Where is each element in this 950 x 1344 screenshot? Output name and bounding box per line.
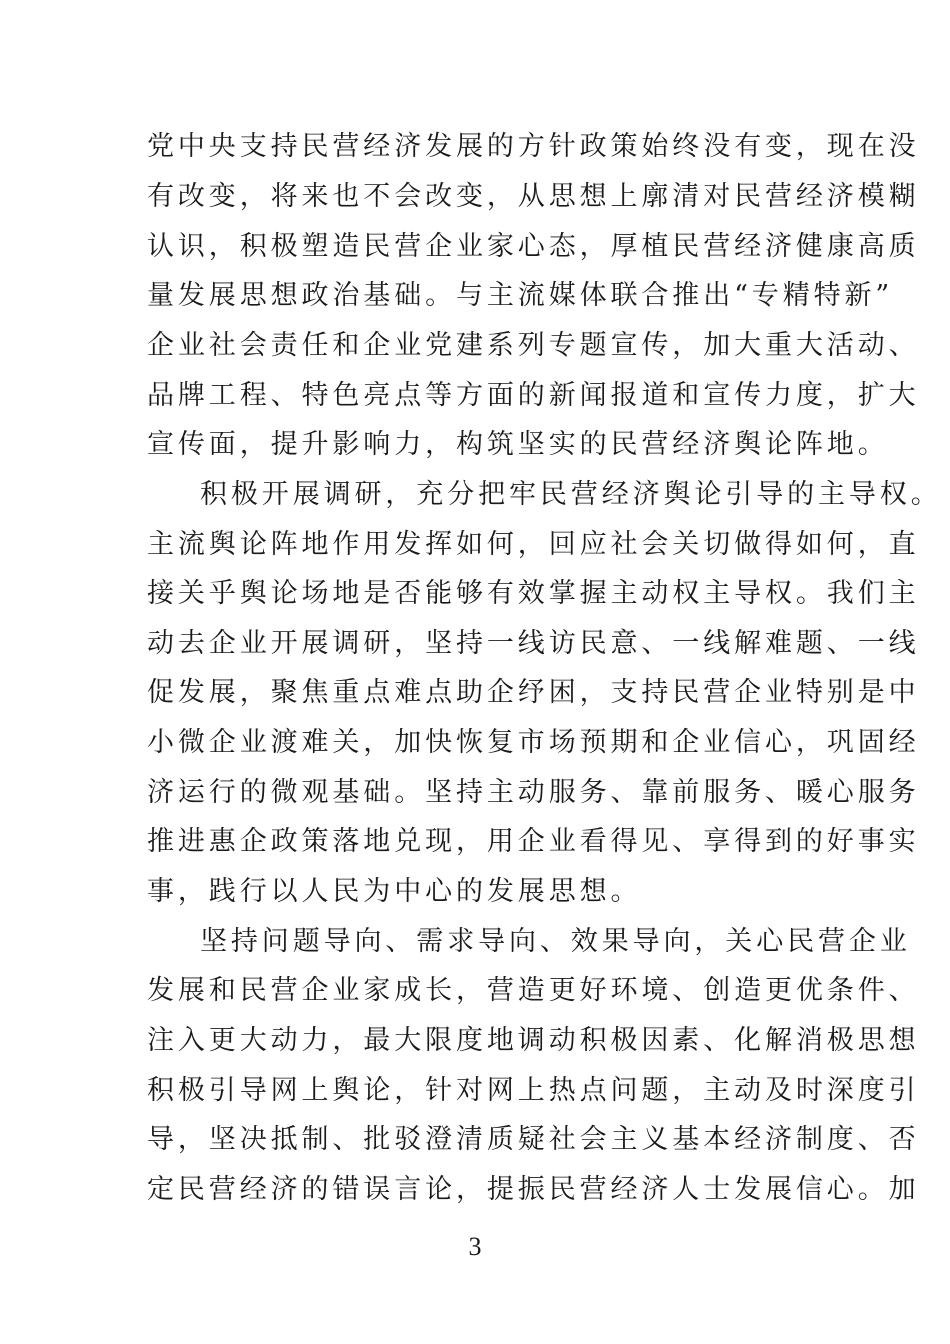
text-line: 宣传面，提升影响力，构筑坚实的民营经济舆论阵地。	[147, 429, 889, 460]
text-line: 小微企业渡难关，加快恢复市场预期和企业信心，巩固经	[147, 727, 920, 758]
text-line: 推进惠企政策落地兑现，用企业看得见、享得到的好事实	[147, 826, 920, 857]
text-line: 量发展思想政治基础。与主流媒体联合推出“专精特新”	[147, 280, 894, 311]
page-number: 3	[468, 1232, 482, 1261]
text-line: 事，践行以人民为中心的发展思想。	[147, 876, 642, 907]
text-line: 济运行的微观基础。坚持主动服务、靠前服务、暖心服务	[147, 777, 920, 808]
text-line: 注入更大动力，最大限度地调动积极因素、化解消极思想	[147, 1025, 920, 1056]
text-line: 主流舆论阵地作用发挥如何，回应社会关切做得如何，直	[147, 529, 920, 560]
text-line: 党中央支持民营经济发展的方针政策始终没有变，现在没	[147, 131, 920, 162]
text-line: 认识，积极塑造民营企业家心态，厚植民营经济健康高质	[147, 231, 920, 262]
text-line: 发展和民营企业家成长，营造更好环境、创造更优条件、	[147, 975, 920, 1006]
text-line: 导，坚决抵制、批驳澄清质疑社会主义基本经济制度、否	[147, 1124, 920, 1155]
text-line: 有改变，将来也不会改变，从思想上廓清对民营经济模糊	[147, 181, 920, 212]
paragraph-first-line: 积极开展调研，充分把牢民营经济舆论引导的主导权。	[200, 479, 942, 510]
text-line: 积极引导网上舆论，针对网上热点问题，主动及时深度引	[147, 1075, 920, 1106]
text-line: 动去企业开展调研，坚持一线访民意、一线解难题、一线	[147, 628, 920, 659]
text-line: 品牌工程、特色亮点等方面的新闻报道和宣传力度，扩大	[147, 380, 920, 411]
text-line: 定民营经济的错误言论，提振民营经济人士发展信心。加	[147, 1174, 920, 1205]
paragraph-first-line: 坚持问题导向、需求导向、效果导向，关心民营企业	[200, 926, 911, 957]
text-line: 企业社会责任和企业党建系列专题宣传，加大重大活动、	[147, 330, 920, 361]
text-line: 促发展，聚焦重点难点助企纾困，支持民营企业特别是中	[147, 677, 920, 708]
text-line: 接关乎舆论场地是否能够有效掌握主动权主导权。我们主	[147, 578, 920, 609]
